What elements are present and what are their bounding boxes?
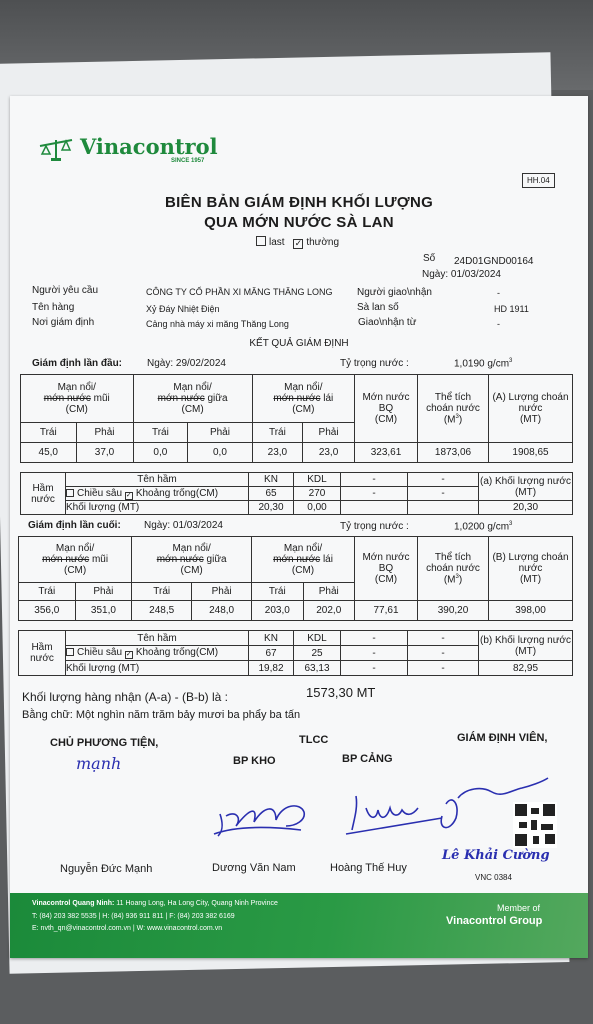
- ballast-b-label: (b) Khối lượng nước (MT): [479, 631, 573, 661]
- doc-title-line2: QUA MỚN NƯỚC SÀ LAN: [204, 214, 394, 231]
- footer-address: Vinacontrol Quang Ninh: 11 Hoang Long, Ha Long City, Quang Ninh Province: [32, 900, 278, 907]
- scale-logo-icon: [38, 136, 74, 162]
- kdl-mass: 0,00: [294, 501, 341, 515]
- value-cell: 202,0: [303, 601, 355, 621]
- kdl-header: KDL: [294, 631, 341, 646]
- footer-contact: E: nvth_qn@vinacontrol.com.vn | W: www.vinacontrol.com.vn: [32, 925, 223, 932]
- fore-header: Mạn nổi/ mớn nước mũi (CM): [19, 537, 132, 583]
- net-mass-value: 1573,30 MT: [306, 685, 376, 700]
- kn-mass: 19,82: [249, 661, 294, 676]
- tlcc-title: TLCC: [299, 734, 329, 746]
- logo-since: SINCE 1957: [171, 158, 205, 164]
- barge-label: Sà lan số: [357, 302, 399, 313]
- warehouse-signature: [206, 796, 316, 846]
- dash-cell: -: [341, 473, 408, 487]
- delivered-from-value: -: [497, 319, 500, 329]
- last-ballast-table: [18, 630, 573, 676]
- kdl-value: 270: [294, 487, 341, 501]
- value-cell: 23,0: [303, 443, 355, 463]
- value-cell: 248,0: [192, 601, 252, 621]
- normal-checkbox[interactable]: ✓: [294, 238, 303, 248]
- dash-cell: -: [341, 487, 408, 501]
- value-cell: 203,0: [252, 601, 303, 621]
- deliverer-value: -: [497, 288, 500, 298]
- last-checkbox[interactable]: [256, 236, 266, 246]
- value-cell: 351,0: [75, 601, 132, 621]
- dash-cell: -: [341, 661, 408, 676]
- last-density-value: 1,0200 $g/cm^3$: [454, 521, 513, 533]
- value-cell: 45,0: [21, 443, 77, 463]
- value-cell: 390,20: [418, 601, 489, 621]
- amount-in-words: Bằng chữ: Một nghìn năm trăm bảy mươi ba phẩy ba tấn: [22, 709, 301, 721]
- kn-value: 65: [249, 487, 294, 501]
- right-header: Phải: [188, 423, 252, 443]
- value-cell: 323,61: [355, 443, 418, 463]
- first-heading: Giám định lần đầu:: [32, 358, 123, 369]
- avg-draft-header: Mớn nước BQ (CM): [355, 375, 418, 443]
- document-page: [10, 96, 588, 958]
- inspector-title: GIÁM ĐỊNH VIÊN,: [457, 732, 548, 744]
- vinacontrol-logo: Vinacontrol: [80, 134, 218, 159]
- goods-value: Xỷ Đáy Nhiệt Điện: [146, 304, 220, 314]
- port-name: Hoàng Thế Huy: [330, 862, 407, 874]
- displacement-b-header: (B) Lượng choán nước (MT): [489, 537, 573, 601]
- value-cell: 1873,06: [418, 443, 489, 463]
- port-title: BP CẢNG: [342, 753, 393, 765]
- owner-handwritten: mạnh: [76, 754, 122, 773]
- dash-cell: -: [408, 646, 479, 661]
- warehouse-title: BP KHO: [233, 755, 276, 767]
- barge-value: HD 1911: [494, 304, 529, 314]
- ballast-a-label: (a) Khối lượng nước (MT): [479, 473, 573, 501]
- inspector-code: VNC 0384: [475, 873, 512, 882]
- inspection-place-label: Nơi giám định: [32, 317, 95, 328]
- last-date: Ngày: 01/03/2024: [144, 520, 223, 531]
- depth-space-cell: Chiều sâu ✓ Khoảng trống(CM): [66, 487, 249, 501]
- so-value: 24D01GND00164: [454, 256, 534, 267]
- date-label: Ngày: 01/03/2024: [422, 269, 501, 280]
- footer-phones: T: (84) 203 382 5535 | H: (84) 936 911 811 | F: (84) 203 382 6169: [32, 913, 235, 920]
- dash-cell: -: [408, 487, 479, 501]
- footer-band: [10, 893, 588, 958]
- owner-title: CHỦ PHƯƠNG TIỆN,: [50, 737, 159, 749]
- value-cell: 77,61: [355, 601, 418, 621]
- left-header: Trái: [133, 423, 188, 443]
- value-cell: 248,5: [132, 601, 192, 621]
- dash-cell: -: [408, 631, 479, 646]
- aft-header: Mạn nổi/ mớn nước lái (CM): [252, 537, 355, 583]
- left-header: Trái: [252, 583, 303, 601]
- first-ballast-table: [20, 472, 573, 515]
- aft-header: Mạn nổi/ mớn nước lái (CM): [252, 375, 354, 423]
- normal-label: thường: [306, 237, 340, 248]
- first-density-label: Tỷ trọng nước :: [340, 358, 409, 369]
- last-heading: Giám định lần cuối:: [28, 520, 121, 531]
- mid-header: Mạn nổi/ mớn nước giữa (CM): [132, 537, 252, 583]
- displacement-a-header: (A) Lượng choán nước (MT): [489, 375, 573, 443]
- first-draft-table: [20, 374, 573, 463]
- left-header: Trái: [132, 583, 192, 601]
- first-density-value: 1,0190 $g/cm^3$: [454, 358, 513, 370]
- left-header: Trái: [252, 423, 302, 443]
- doc-title-line1: BIÊN BẢN GIÁM ĐỊNH KHỐI LƯỢNG: [164, 194, 434, 211]
- member-of: Member of: [497, 903, 541, 913]
- tank-name-header: Tên hầm: [66, 473, 249, 487]
- first-date: Ngày: 29/02/2024: [147, 358, 226, 369]
- avg-draft-header: Mớn nước BQ (CM): [355, 537, 418, 601]
- ballast-b-value: 82,95: [479, 661, 573, 676]
- kdl-mass: 63,13: [294, 661, 341, 676]
- kn-mass: 20,30: [249, 501, 294, 515]
- delivered-from-label: Giao\nhận từ: [358, 317, 417, 328]
- right-header: Phải: [76, 423, 133, 443]
- dash-cell: -: [408, 473, 479, 487]
- last-label: last: [269, 237, 285, 248]
- right-header: Phải: [75, 583, 132, 601]
- dash-cell: -: [341, 631, 408, 646]
- group-name: Vinacontrol Group: [446, 915, 543, 927]
- kn-header: KN: [249, 631, 294, 646]
- mid-header: Mạn nổi/ mớn nước giữa (CM): [133, 375, 252, 423]
- value-cell: 0,0: [133, 443, 188, 463]
- net-mass-label: Khối lượng hàng nhận (A-a) - (B-b) là :: [22, 690, 228, 704]
- right-header: Phải: [303, 583, 355, 601]
- value-cell: 0,0: [188, 443, 252, 463]
- depth-space-cell: Chiều sâu ✓ Khoảng trống(CM): [66, 646, 249, 661]
- dash-cell: -: [408, 661, 479, 676]
- right-header: Phải: [192, 583, 252, 601]
- last-draft-table: [18, 536, 573, 621]
- inspector-name: Lê Khải Cường: [442, 848, 550, 863]
- value-cell: 356,0: [19, 601, 76, 621]
- warehouse-name: Dương Văn Nam: [212, 862, 296, 874]
- volume-header: Thể tích choán nước $(M^3)$: [418, 537, 489, 601]
- ballast-a-value: 20,30: [479, 501, 573, 515]
- type-checkboxes: [256, 236, 339, 249]
- right-header: Phải: [303, 423, 355, 443]
- value-cell: 37,0: [76, 443, 133, 463]
- left-header: Trái: [21, 423, 77, 443]
- volume-header: Thể tích choán nước $(M^3)$: [418, 375, 489, 443]
- so-label: Số: [423, 253, 436, 264]
- kdl-value: 25: [294, 646, 341, 661]
- ballast-header: Hầm nước: [19, 631, 66, 676]
- requester-value: CÔNG TY CỔ PHẦN XI MĂNG THĂNG LONG: [146, 287, 333, 297]
- kdl-header: KDL: [294, 473, 341, 487]
- tank-name-header: Tên hầm: [66, 631, 249, 646]
- ballast-header: Hầm nước: [21, 473, 66, 515]
- mass-label: Khối lượng (MT): [66, 501, 249, 515]
- owner-name: Nguyễn Đức Mạnh: [60, 863, 153, 875]
- result-title: KẾT QUẢ GIÁM ĐỊNH: [249, 338, 349, 349]
- inspection-place-value: Cảng nhà máy xi măng Thăng Long: [146, 319, 289, 329]
- fore-header: Mạn nổi/ mớn nước mũi (CM): [21, 375, 134, 423]
- deliverer-label: Người giao\nhận: [357, 287, 432, 298]
- value-cell: 23,0: [252, 443, 302, 463]
- value-cell: 398,00: [489, 601, 573, 621]
- goods-label: Tên hàng: [32, 302, 75, 313]
- dash-cell: -: [341, 646, 408, 661]
- form-code: HH.04: [522, 173, 555, 188]
- kn-value: 67: [249, 646, 294, 661]
- mass-label: Khối lượng (MT): [66, 661, 249, 676]
- last-density-label: Tỷ trọng nước :: [340, 521, 409, 532]
- requester-label: Người yêu cầu: [32, 285, 99, 296]
- left-header: Trái: [19, 583, 76, 601]
- value-cell: 1908,65: [489, 443, 573, 463]
- kn-header: KN: [249, 473, 294, 487]
- qr-code: [513, 802, 557, 848]
